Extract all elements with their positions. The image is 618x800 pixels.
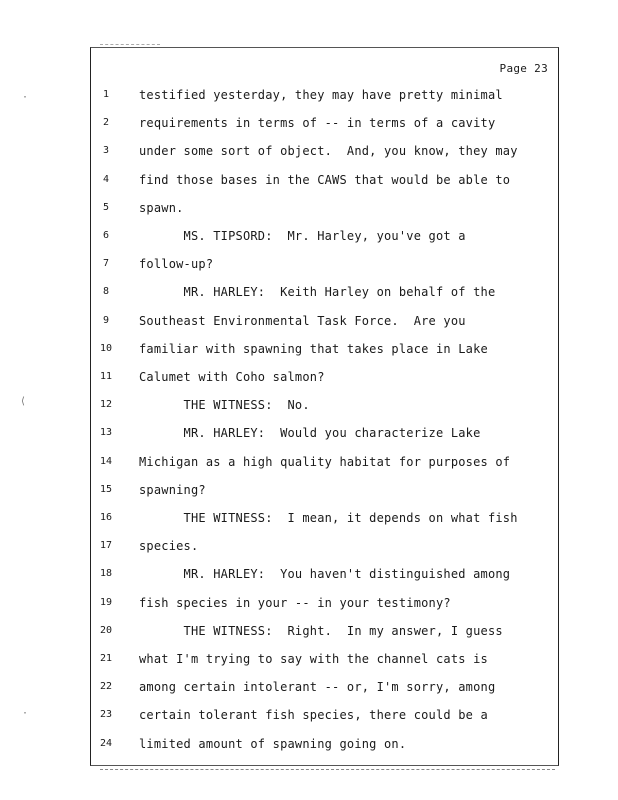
transcript-page [90, 47, 559, 766]
margin-mark-bottom: · [22, 708, 29, 719]
line-number: 10 [99, 342, 113, 354]
line-number: 9 [102, 314, 110, 326]
line-text: MS. TIPSORD: Mr. Harley, you've got a [139, 229, 466, 243]
line-number: 13 [99, 427, 113, 439]
margin-mark-top: · [22, 92, 29, 103]
line-text: what I'm trying to say with the channel cats is [139, 652, 488, 666]
scan-artifact-top [100, 44, 160, 46]
line-text: Southeast Environmental Task Force. Are you [139, 313, 466, 328]
line-text: spawning? [139, 482, 206, 497]
line-number: 8 [102, 286, 110, 298]
line-number: 16 [99, 512, 113, 523]
line-text: certain tolerant fish species, there could be a [139, 708, 488, 723]
line-text: MR. HARLEY: Would you characterize Lake [139, 426, 481, 441]
line-number: 19 [99, 596, 113, 608]
line-text: THE WITNESS: No. [139, 398, 310, 413]
line-number: 15 [99, 483, 113, 495]
scan-artifact-bottom [100, 769, 555, 771]
line-text: familiar with spawning that takes place in Lake [139, 341, 488, 356]
line-number: 11 [99, 371, 113, 382]
line-text: follow-up? [139, 257, 214, 272]
line-text: spawn. [139, 200, 184, 215]
line-text: THE WITNESS: I mean, it depends on what fish [139, 511, 518, 525]
line-text: among certain intolerant -- or, I'm sorry, among [139, 680, 496, 695]
line-number: 18 [99, 568, 113, 580]
line-number: 17 [99, 540, 113, 552]
line-text: THE WITNESS: Right. In my answer, I guess [139, 623, 503, 638]
line-number: 6 [102, 230, 110, 241]
margin-mark-middle: ⟨ [20, 396, 27, 407]
line-number: 7 [102, 258, 110, 270]
line-number: 3 [102, 145, 110, 157]
line-text: Michigan as a high quality habitat for purposes of [139, 454, 511, 469]
line-number: 12 [99, 399, 113, 411]
line-number: 20 [99, 624, 113, 636]
line-text: fish species in your -- in your testimony? [139, 595, 451, 610]
line-number: 14 [99, 455, 113, 467]
line-number: 23 [99, 709, 113, 721]
line-number: 5 [102, 201, 110, 213]
line-text: requirements in terms of -- in terms of a cavity [139, 116, 496, 131]
line-text: under some sort of object. And, you know, they may [139, 144, 518, 159]
line-number: 24 [99, 737, 113, 749]
page-number: Page 23 [499, 62, 548, 75]
line-number: 4 [102, 173, 110, 185]
line-text: Calumet with Coho salmon? [139, 370, 325, 384]
line-number: 22 [99, 681, 113, 693]
line-text: MR. HARLEY: You haven't distinguished among [139, 567, 511, 582]
line-text: species. [139, 539, 199, 554]
line-text: MR. HARLEY: Keith Harley on behalf of the [139, 285, 496, 300]
line-text: limited amount of spawning going on. [139, 736, 407, 751]
line-number: 1 [102, 89, 110, 100]
line-number: 21 [99, 653, 113, 664]
line-number: 2 [102, 117, 110, 129]
line-text: find those bases in the CAWS that would be able to [139, 172, 511, 187]
line-text: testified yesterday, they may have pretty minimal [139, 88, 503, 102]
